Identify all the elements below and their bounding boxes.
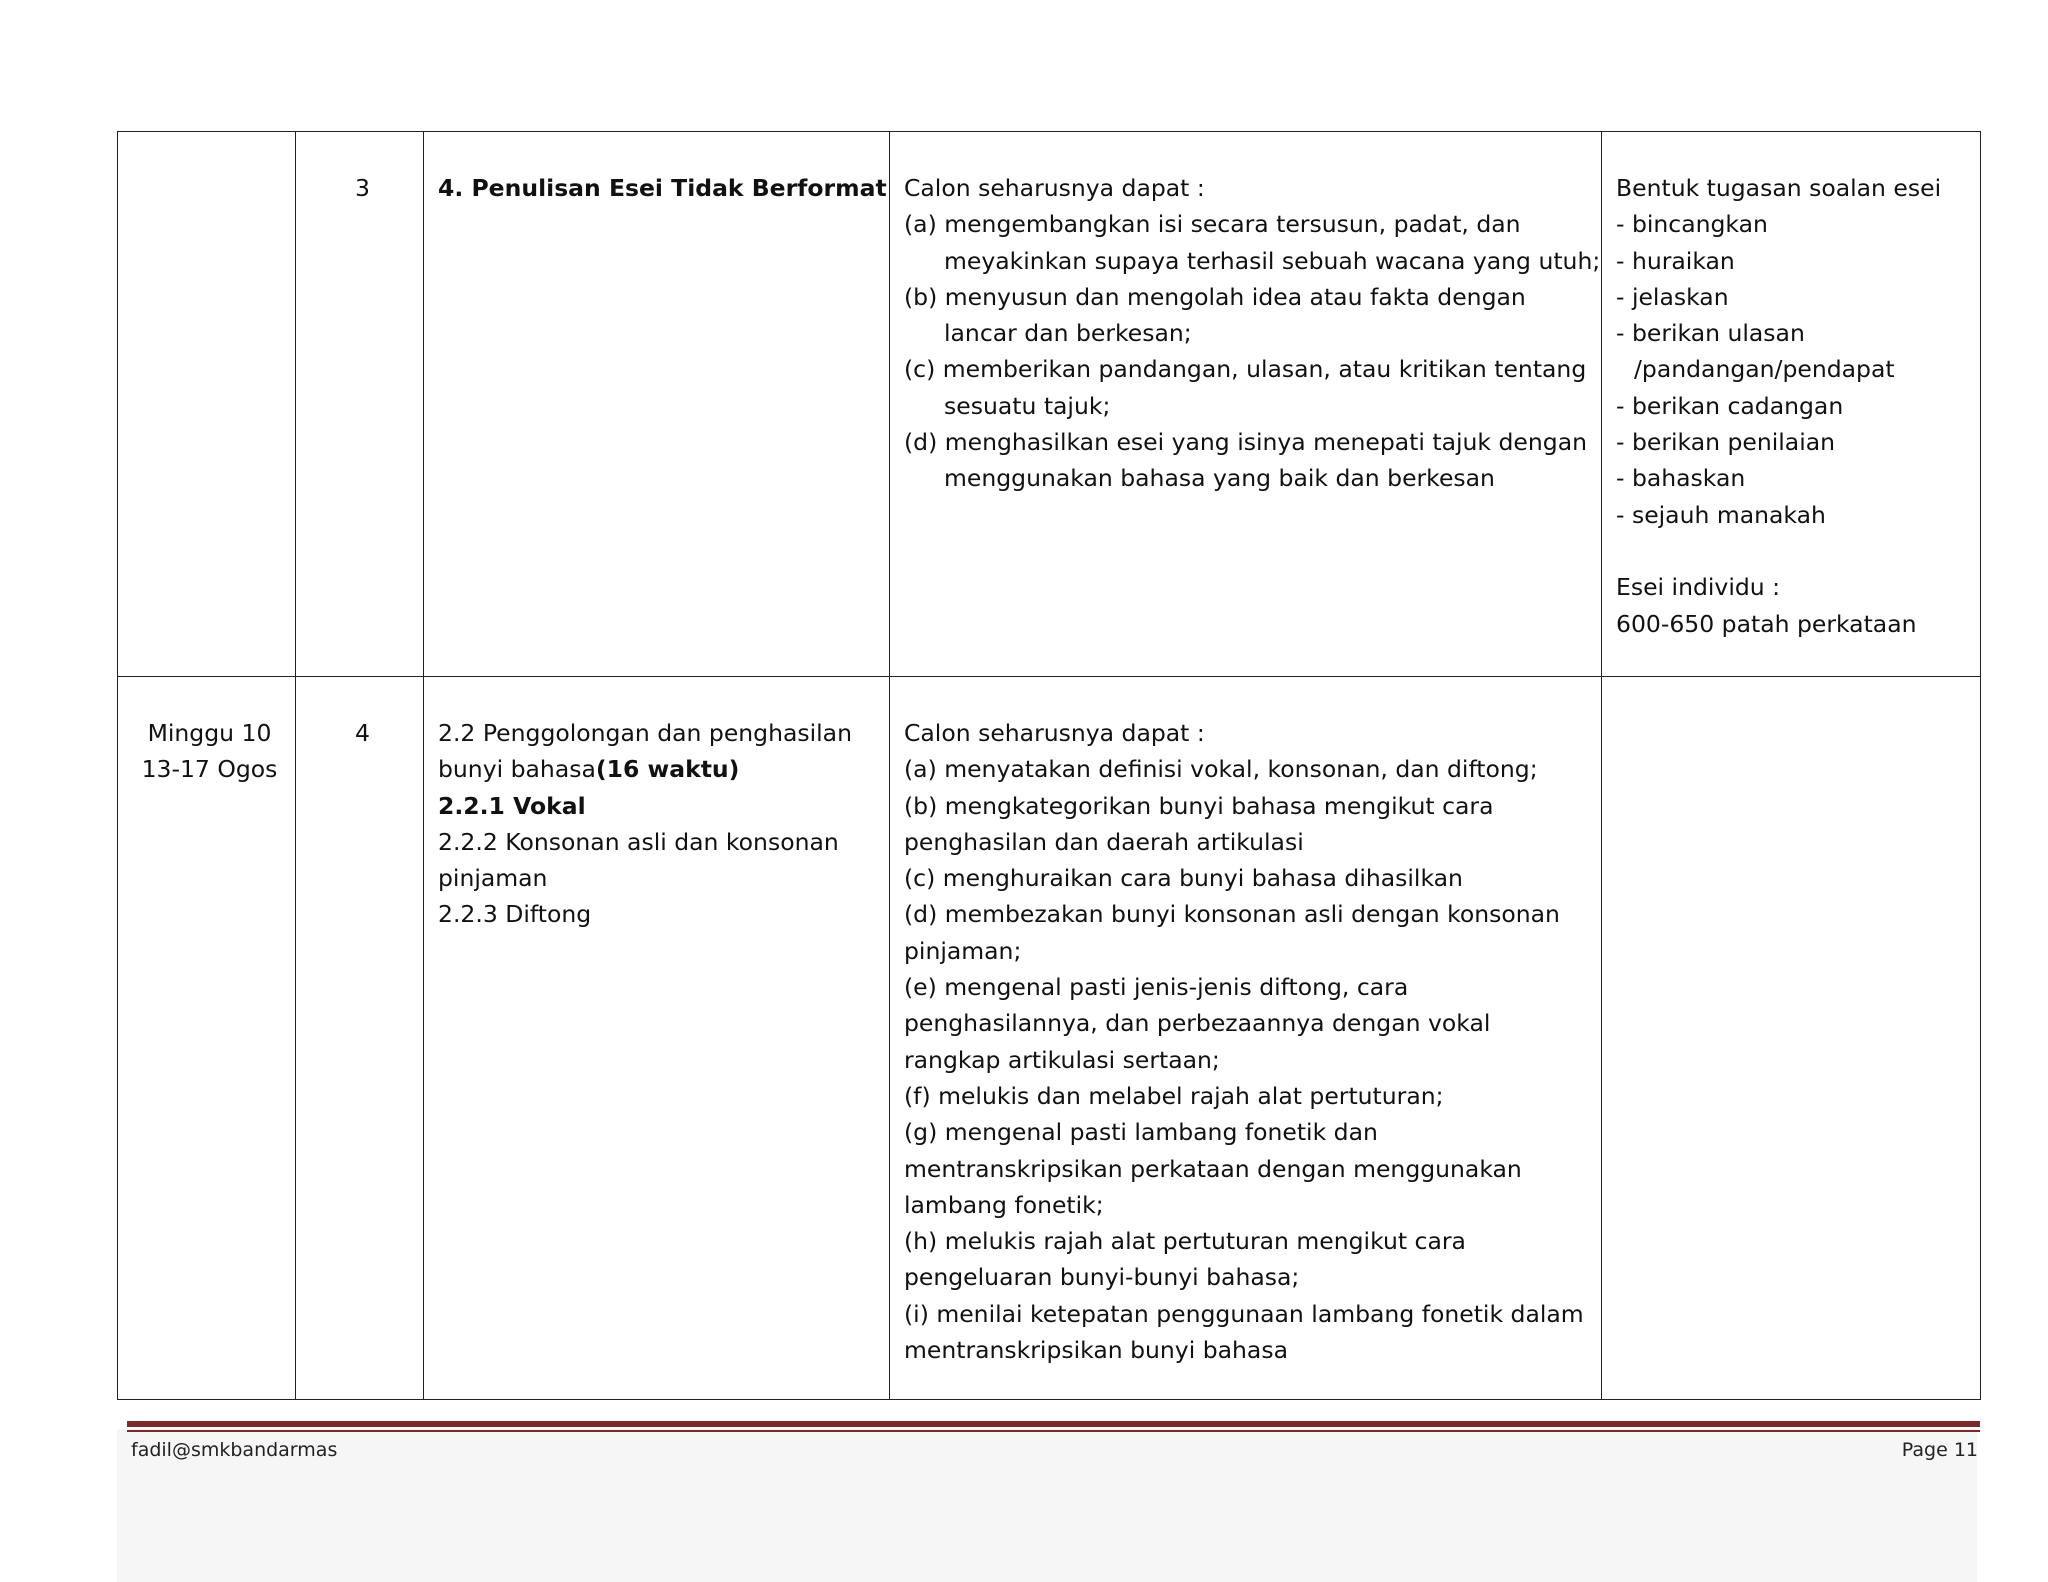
objective-line: mentranskripsikan bunyi bahasa <box>904 1336 1288 1365</box>
essay-word-count: 600-650 patah perkataan <box>1616 609 1917 638</box>
notes-item: - bahaskan <box>1616 464 1746 493</box>
objective-line: (d) membezakan bunyi konsonan asli dengan konsonan <box>904 900 1560 929</box>
topic-line <box>438 751 881 787</box>
objective-line: lambang fonetik; <box>904 1190 1104 1219</box>
objective-line: (i) menilai ketepatan penggunaan lambang fonetik dalam <box>904 1299 1584 1328</box>
notes-cell <box>1602 132 1981 677</box>
objective-item: (b) menyusun dan mengolah idea atau fakta dengan <box>904 282 1526 311</box>
week-label: Minggu 10 <box>147 719 272 747</box>
objective-line: penghasilannya, dan perbezaannya dengan vokal <box>904 1009 1491 1038</box>
number-cell <box>296 677 424 1400</box>
objective-item-continuation: sesuatu tajuk; <box>944 391 1111 420</box>
session-number: 4 <box>355 719 370 747</box>
notes-cell <box>1602 677 1981 1400</box>
topic-text: bunyi bahasa <box>438 755 596 784</box>
footer-rule <box>127 1421 1980 1427</box>
notes-item-continuation: /pandangan/pendapat <box>1634 355 1895 384</box>
objective-line: penghasilan dan daerah artikulasi <box>904 827 1304 856</box>
topic-duration: (16 waktu) <box>595 755 740 784</box>
table-row <box>118 677 1981 1400</box>
objective-line: (a) menyatakan definisi vokal, konsonan, dan diftong; <box>904 755 1538 784</box>
topic-cell <box>424 132 890 677</box>
week-dates: 13-17 Ogos <box>141 755 278 784</box>
objective-line: (e) mengenal pasti jenis-jenis diftong, cara <box>904 973 1409 1002</box>
topic-title: 4. Penulisan Esei Tidak Berformat <box>438 174 887 202</box>
notes-item: - huraikan <box>1616 246 1735 275</box>
subtopic: 2.2.2 Konsonan asli dan konsonan <box>438 827 839 856</box>
objective-item: (a) mengembangkan isi secara tersusun, padat, dan <box>904 210 1521 239</box>
objective-line: pinjaman; <box>904 936 1022 965</box>
objective-item: (d) menghasilkan esei yang isinya menepati tajuk dengan <box>904 428 1587 457</box>
objective-item: (c) memberikan pandangan, ulasan, atau kritikan tentang <box>904 355 1587 384</box>
objective-item-continuation: meyakinkan supaya terhasil sebuah wacana yang utuh; <box>944 246 1601 275</box>
week-cell <box>118 677 296 1400</box>
week-cell <box>118 132 296 677</box>
spacer <box>1616 533 1972 569</box>
number-cell <box>296 132 424 677</box>
footer-author: fadil@smkbandarmas <box>131 1439 338 1461</box>
objective-line: pengeluaran bunyi-bunyi bahasa; <box>904 1263 1300 1292</box>
objectives-cell <box>890 132 1602 677</box>
footer-rule-thin <box>127 1430 1980 1432</box>
objective-item-continuation: lancar dan berkesan; <box>944 319 1192 348</box>
notes-item: - sejauh manakah <box>1616 500 1826 529</box>
objective-item-continuation: menggunakan bahasa yang baik dan berkesan <box>944 464 1495 493</box>
subtopic-continuation: pinjaman <box>438 864 548 893</box>
objective-line: (g) mengenal pasti lambang fonetik dan <box>904 1118 1378 1147</box>
table-row <box>118 132 1981 677</box>
essay-label: Esei individu : <box>1616 573 1781 602</box>
objective-line: mentranskripsikan perkataan dengan menggunakan <box>904 1154 1522 1183</box>
objective-line: rangkap artikulasi sertaan; <box>904 1045 1220 1074</box>
page-number: Page 11 <box>1901 1439 1978 1461</box>
objective-line: (b) mengkategorikan bunyi bahasa mengikut cara <box>904 791 1494 820</box>
notes-item: - jelaskan <box>1616 282 1729 311</box>
topic-cell <box>424 677 890 1400</box>
notes-heading: Bentuk tugasan soalan esei <box>1616 174 1942 202</box>
objectives-intro: Calon seharusnya dapat : <box>904 174 1205 202</box>
footer-background <box>117 1429 1977 1582</box>
subtopic: 2.2.3 Diftong <box>438 900 592 929</box>
objective-line: (f) melukis dan melabel rajah alat pertuturan; <box>904 1081 1444 1110</box>
notes-item: - berikan cadangan <box>1616 391 1844 420</box>
objective-line: (c) menghuraikan cara bunyi bahasa dihasilkan <box>904 864 1463 893</box>
notes-item: - bincangkan <box>1616 210 1768 239</box>
objective-line: (h) melukis rajah alat pertuturan mengikut cara <box>904 1227 1466 1256</box>
notes-item: - berikan penilaian <box>1616 428 1836 457</box>
notes-item: - berikan ulasan <box>1616 319 1805 348</box>
subtopic: 2.2.1 Vokal <box>438 791 586 820</box>
topic-line: 2.2 Penggolongan dan penghasilan <box>438 719 852 747</box>
session-number: 3 <box>355 174 370 202</box>
lesson-plan-table <box>117 131 1981 1400</box>
objectives-intro: Calon seharusnya dapat : <box>904 719 1205 747</box>
objectives-cell <box>890 677 1602 1400</box>
